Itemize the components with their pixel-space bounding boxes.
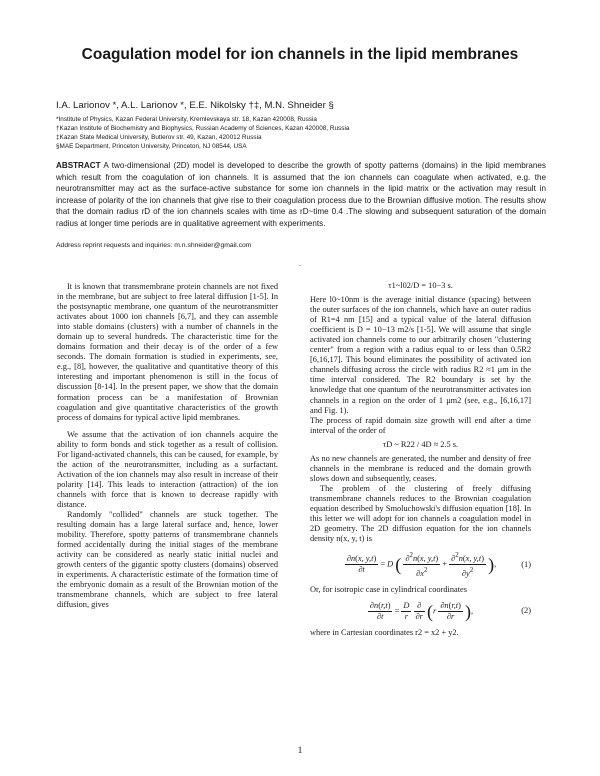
left-column xyxy=(57,282,278,611)
eq2-op: $\frac{\partial}{\partial r}$ xyxy=(415,600,423,621)
eq1-lhs: $\frac{\partial n(x, y,t)}{\partial t}$ xyxy=(346,553,377,574)
paragraph-isotropic: Or, for isotropic case in cylindrical coordinates xyxy=(310,584,467,594)
separator-mark: - xyxy=(299,263,301,269)
abstract-block xyxy=(56,160,546,230)
affiliation-2: †Kazan Institute of Biochemistry and Biophysics, Russian Academy of Sciences, Kazan 420008, Russia xyxy=(56,125,350,132)
eq1-term-x: $\frac{\partial^2n(x, y,t)}{\partial x^2}$ xyxy=(405,551,439,578)
equation-tau1: τ1~l02/D = 10−3 s. xyxy=(388,281,453,290)
author-list: I.A. Larionov *, A.L. Larionov *, E.E. Nikolsky †‡, M.N. Shneider § xyxy=(56,100,334,111)
eq1-number: (1) xyxy=(521,559,531,569)
affiliation-4: §MAE Department, Princeton University, Princeton, NJ 08544, USA xyxy=(56,143,247,150)
paragraph-cartesian: where in Cartesian coordinates r2 = x2 + y2. xyxy=(310,627,459,637)
paragraph-collision: Randomly "collided" channels are stuck together. The resulting domain has a large lateral surface and, hence, lower mobility. Therefore, spotty patterns of transmembrane channels formed accidentally during the initial stages of the membrane activity can be considered as nearly static initial nuclei and growth centers of the gigantic spotty clusters (domains) observed in experiments. A characteristic estimate of the formation time of the embryonic domain as a result of the Brownian motion of the transmembrane channels, which are subject to free lateral diffusion, gives xyxy=(57,510,278,610)
right-column xyxy=(310,279,531,638)
paragraph-smoluchowski: The problem of the clustering of freely diffusing transmembrane channels reduces to the Brownian coagulation equation described by Smoluchowski's diffusion equation [18]. In this letter we will adopt for ion channels a coagulation model in 2D geometry. The 2D diffusion equation for the ion channels density n(x, y, t) is xyxy=(310,483,531,544)
affiliation-1: *Institute of Physics, Kazan Federal University, Kremlevskaya str. 18, Kazan 420008, Russia xyxy=(56,116,317,123)
paragraph-parameters: Here l0~10nm is the average initial distance (spacing) between the outer surfaces of the ion channels, which have an outer radius of R1=4 nm [15] and a typical value of the lateral diffusion coefficient is D = 10−13 m2/s [1-5]. We will assume that single activated ion channels come to our arbitrarily chosen "clustering center" from a region with a radius equal to or less than 0.5R2 [6,16,17]. This bound eliminates the possibility of activated ion channels diffusing across the circle with radius R2 ≈1 μm in the time interval considered. The R2 boundary is set by the knowledge that one quantum of the neurotransmitter activates ion channels in a region on the order of 1 μm2 (see, e.g., [6,16,17] and Fig. 1). xyxy=(310,295,531,415)
abstract-text: A two-dimensional (2D) model is developed to describe the growth of spotty patterns (domains) in the lipid membranes which result from the coagulation of ion channels. It is assumed that the ion channels can coagulate when activated, e.g. the neurotransmitter may act as the surface-active substance for some ion channels in the lipid matrix or the activation may result in increase of polarity of the ion channels that give rise to their coagulation process due to the Brownian diffusive motion. The results show that the domain radius rD of the ion channels scales with time as rD~time 0.4 .The slowing and subsequent saturation of the domain radius at longer time periods are in qualitative agreement with experiments. xyxy=(56,161,546,228)
eq1-term-y: $\frac{\partial^2n(x, y,t)}{\partial y^2}$ xyxy=(451,551,484,578)
paper-title: Coagulation model for ion channels in the lipid membranes xyxy=(81,46,519,63)
paragraph-slowdown: As no new channels are generated, the number and density of free channels in the membrane is reduced and the domain growth slows down and subsequently, ceases. xyxy=(310,453,531,483)
page-number: 1 xyxy=(297,745,303,756)
paragraph-intro: It is known that transmembrane protein channels are not fixed in the membrane, but are subject to free lateral diffusion [1-5]. In the postsynaptic membrane, one quantum of the neurotransmitter activates about 1000 ion channels [6,7], and they can assemble into stable domains (clusters) with a number of channels in the domain up to several hundreds. The characteristic time for the domains formation and their decay is of the order of a few seconds. The domain formation is studied in experiments, see, e.g., [8], however, the qualitative and quantitative theory of this interesting and important phenomenon is still in the focus of discussion [8-14]. In the present paper, we show that the domain formation process can be a manifestation of Brownian coagulation and give quantitative characteristics of the growth process of domains for typical active lipid membranes. xyxy=(57,282,278,422)
contact-address: Address reprint requests and inquiries: m.n.shneider@gmail.com xyxy=(56,242,252,249)
equation-1: $\frac{\partial n(x, y,t)}{\partial t}$ = D ( $\frac{\partial^2n(x, y,t)}{\partial x^2}$ + $\frac{\partial^2n(x, y,t)}{\partial y^2}$ ), (1) xyxy=(346,551,531,578)
eq2-number: (2) xyxy=(521,606,531,616)
eq2-coef: $\frac{D}{r}$ xyxy=(403,600,410,621)
affiliation-3: ‡Kazan State Medical University, Butlerov str. 49, Kazan, 420012 Russia xyxy=(56,134,262,141)
abstract-label: ABSTRACT xyxy=(56,161,101,170)
paragraph-assumption: We assume that the activation of ion channels acquire the ability to form bonds and stick together as a result of collision. For ligand-activated channels, this can be caused, for example, by the action of the neurotransmitter, including as a surfactant. Activation of the ion channels may also result in increase of their polarity [14]. This leads to interaction (attraction) of the ion channels with force that is known to decrease rapidly with distance. xyxy=(57,429,278,509)
paragraph-interval: The process of rapid domain size growth will end after a time interval of the order of xyxy=(310,415,531,435)
equation-2: $\frac{\partial n(r,t)}{\partial t}$ = $\frac{D}{r}$ $\frac{\partial}{\partial r}$ (r $\frac{\partial n(r,t)}{\partial r}$ ), (2) xyxy=(369,600,531,622)
equation-tauD: τD ~ R22 / 4D ≈ 2.5 s. xyxy=(382,439,459,449)
eq2-lhs: $\frac{\partial n(r,t)}{\partial t}$ xyxy=(369,600,391,621)
eq2-inner: $\frac{\partial n(r,t)}{\partial r}$ xyxy=(440,600,461,621)
